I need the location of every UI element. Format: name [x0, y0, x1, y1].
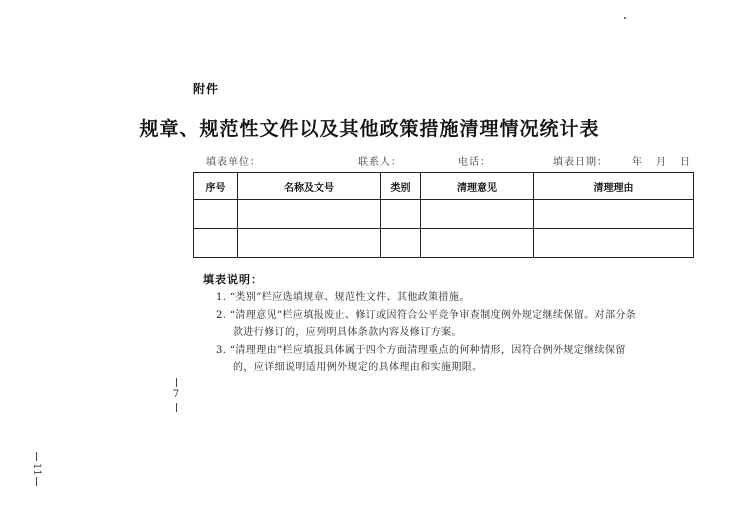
note-item-3-continued: 的，应详细说明适用例外规定的具体理由和实施期限。 [233, 362, 483, 373]
table-cell [534, 200, 694, 229]
attachment-label: 附件 [193, 82, 220, 96]
document-title: 规章、规范性文件以及其他政策措施清理情况统计表 [139, 118, 600, 140]
page-number-dash-top [176, 378, 177, 387]
fill-contact-label: 联系人： [358, 157, 402, 168]
fill-year-label: 年 [632, 157, 643, 168]
header-name-and-number: 名称及文号 [238, 173, 381, 200]
table-row [194, 200, 694, 229]
table-cell [238, 229, 381, 258]
table-cell [194, 200, 238, 229]
page-number-middle-text: 7 [172, 389, 180, 400]
page-number-left-text: 11 [31, 463, 42, 476]
note-item-1: 1. “类别”栏应选填规章、规范性文件、其他政策措施。 [216, 292, 470, 303]
page-number-dash-bottom [176, 403, 177, 412]
page-number-middle [171, 376, 181, 414]
header-cleanup-reason: 清理理由 [534, 173, 694, 200]
header-cleanup-opinion: 清理意见 [421, 173, 534, 200]
table-cell [421, 200, 534, 229]
table-cell [381, 200, 421, 229]
table-cell [421, 229, 534, 258]
table-cell [381, 229, 421, 258]
fill-unit-label: 填表单位： [206, 157, 261, 168]
page-number-dash-top [36, 452, 37, 461]
fill-day-label: 日 [680, 157, 691, 168]
table-row [194, 229, 694, 258]
scan-speck [624, 17, 626, 19]
note-item-2-continued: 款进行修订的，应列明具体条款内容及修订方案。 [233, 327, 462, 338]
statistics-table [193, 172, 694, 258]
table-cell [194, 229, 238, 258]
note-item-3: 3. “清理理由”栏应填报具体属于四个方面清理重点的何种情形，因符合例外规定继续保留 [216, 345, 626, 356]
fill-date-label: 填表日期： [553, 157, 608, 168]
fill-phone-label: 电话： [458, 157, 491, 168]
notes-title: 填表说明： [203, 273, 263, 286]
header-category: 类别 [381, 173, 421, 200]
table-header-row [194, 173, 694, 200]
table-cell [238, 200, 381, 229]
table-cell [534, 229, 694, 258]
fill-month-label: 月 [656, 157, 667, 168]
note-item-2: 2. “清理意见”栏应填报废止、修订或因符合公平竞争审查制度例外规定继续保留。对部分条 [216, 310, 637, 321]
header-serial: 序号 [194, 173, 238, 200]
page-number-left [30, 450, 42, 488]
page-number-dash-bottom [36, 477, 37, 486]
